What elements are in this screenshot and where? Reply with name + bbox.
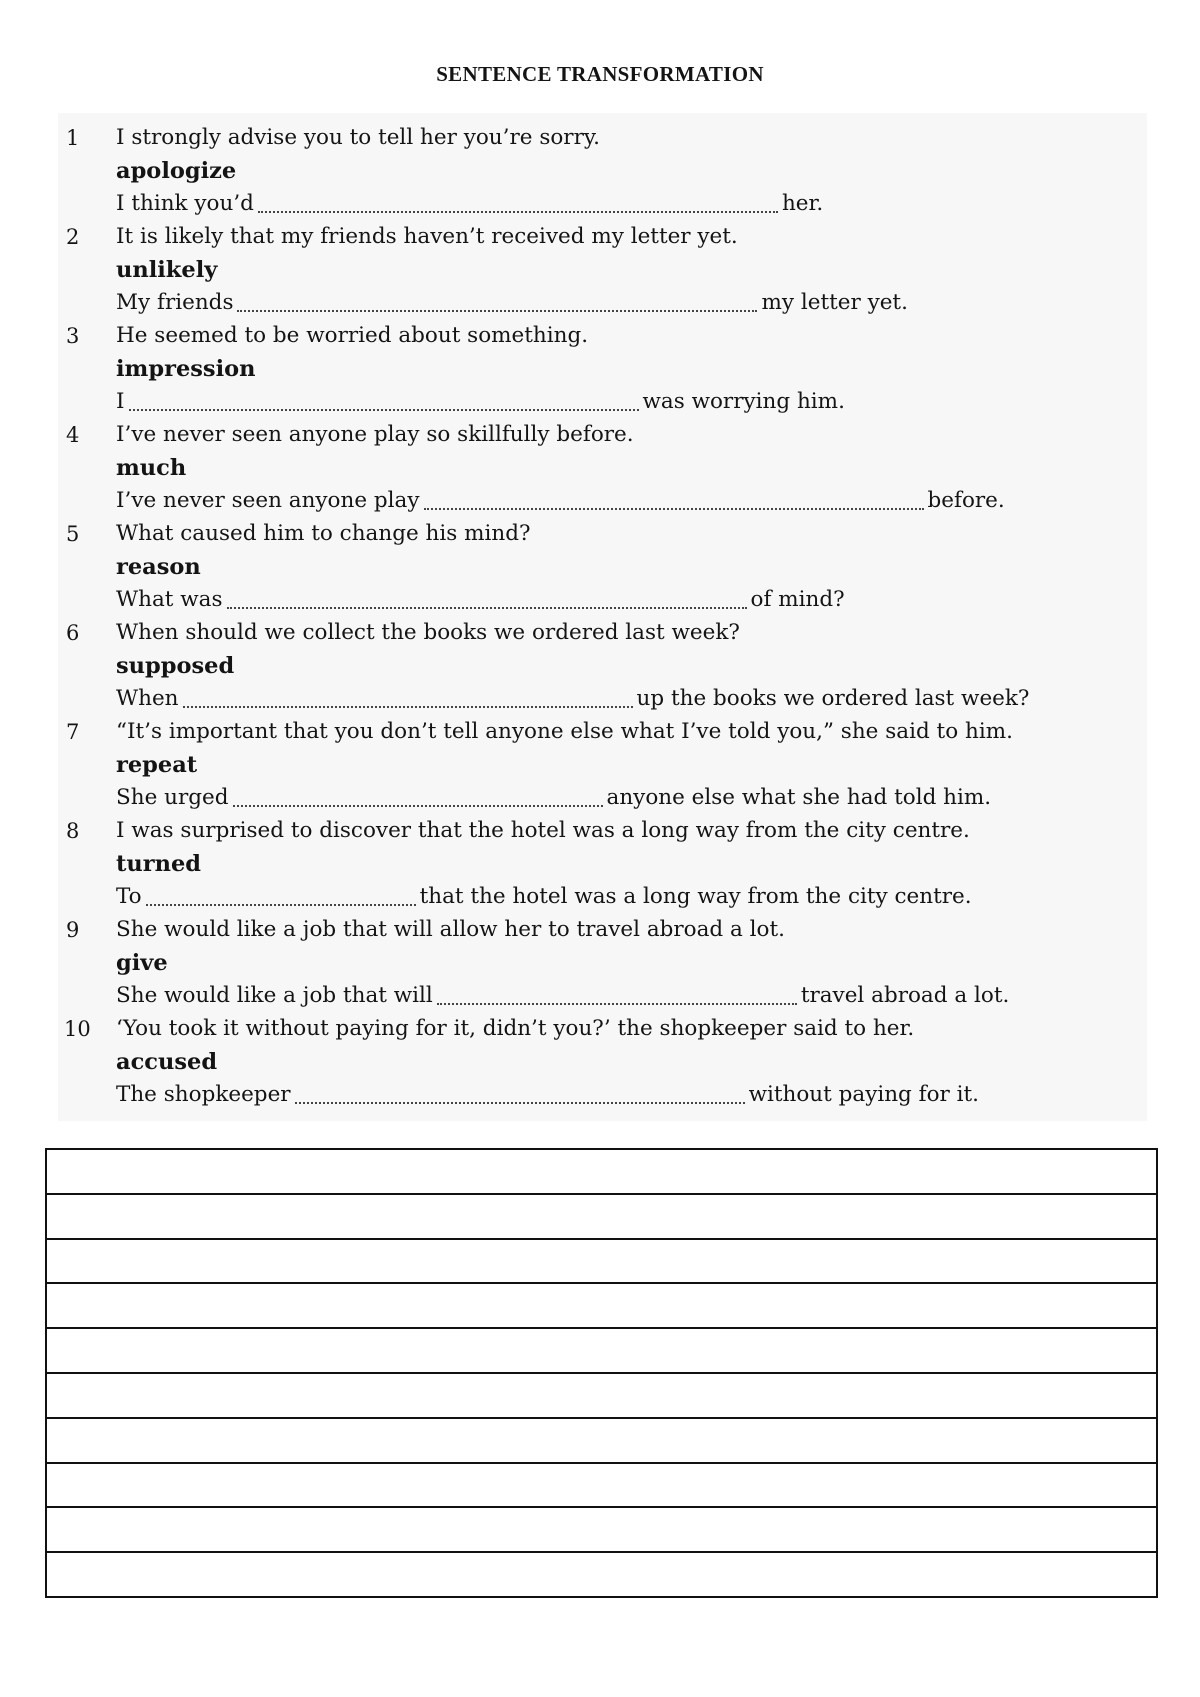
original-sentence: What caused him to change his mind? — [116, 521, 531, 546]
sentence-end: of mind? — [750, 587, 845, 612]
original-sentence: It is likely that my friends haven’t received my letter yet. — [116, 224, 738, 249]
answer-gap[interactable] — [146, 882, 416, 906]
answer-line[interactable] — [47, 1508, 1156, 1553]
answer-gap[interactable] — [129, 387, 639, 411]
sentence-start: She would like a job that will — [116, 983, 433, 1008]
answer-line[interactable] — [47, 1240, 1156, 1285]
item-number: 3 — [66, 324, 80, 348]
answer-gap[interactable] — [295, 1080, 745, 1104]
item-number: 6 — [66, 621, 80, 645]
item-number: 10 — [64, 1017, 91, 1041]
original-sentence: I strongly advise you to tell her you’re sorry. — [116, 125, 600, 150]
sentence-start: My friends — [116, 290, 234, 315]
original-sentence: ‘You took it without paying for it, didn’t you?’ the shopkeeper said to her. — [116, 1016, 915, 1041]
page-title: SENTENCE TRANSFORMATION — [436, 62, 764, 86]
key-word: unlikely — [116, 257, 218, 283]
item-number: 1 — [66, 126, 80, 150]
key-word: supposed — [116, 653, 235, 679]
sentence-start: What was — [116, 587, 223, 612]
sentence-end: her. — [781, 191, 824, 216]
item-number: 9 — [66, 918, 80, 942]
answer-lines-table — [45, 1148, 1158, 1598]
item-number: 5 — [66, 522, 80, 546]
answer-gap[interactable] — [258, 189, 778, 213]
answer-line[interactable] — [47, 1195, 1156, 1240]
answer-line[interactable] — [47, 1329, 1156, 1374]
transformation-line — [116, 981, 1009, 1011]
transformation-line — [116, 1080, 979, 1110]
item-number: 7 — [66, 720, 80, 744]
original-sentence: I’ve never seen anyone play so skillfully before. — [116, 422, 634, 447]
sentence-end: that the hotel was a long way from the city centre. — [419, 884, 972, 909]
transformation-line — [116, 189, 823, 219]
sentence-start: When — [116, 686, 179, 711]
key-word: accused — [116, 1049, 218, 1075]
key-word: repeat — [116, 752, 198, 778]
answer-gap[interactable] — [183, 684, 633, 708]
answer-line[interactable] — [47, 1464, 1156, 1509]
exercise-list — [58, 113, 1147, 1121]
transformation-line — [116, 387, 845, 417]
sentence-start: I think you’d — [116, 191, 254, 216]
transformation-line — [116, 486, 1005, 516]
sentence-end: up the books we ordered last week? — [636, 686, 1030, 711]
sentence-start: I — [116, 389, 125, 414]
original-sentence: She would like a job that will allow her to travel abroad a lot. — [116, 917, 785, 942]
original-sentence: He seemed to be worried about something. — [116, 323, 589, 348]
answer-line[interactable] — [47, 1284, 1156, 1329]
key-word: apologize — [116, 158, 237, 184]
original-sentence: When should we collect the books we ordered last week? — [116, 620, 740, 645]
answer-gap[interactable] — [424, 486, 924, 510]
original-sentence: “It’s important that you don’t tell anyone else what I’ve told you,” she said to him. — [116, 719, 1013, 744]
item-number: 2 — [66, 225, 80, 249]
sentence-start: To — [116, 884, 142, 909]
item-number: 4 — [66, 423, 80, 447]
sentence-end: my letter yet. — [761, 290, 908, 315]
key-word: much — [116, 455, 187, 481]
answer-gap[interactable] — [227, 585, 747, 609]
sentence-end: travel abroad a lot. — [800, 983, 1010, 1008]
sentence-end: was worrying him. — [642, 389, 845, 414]
sentence-start: I’ve never seen anyone play — [116, 488, 420, 513]
transformation-line — [116, 882, 972, 912]
answer-gap[interactable] — [437, 981, 797, 1005]
transformation-line — [116, 684, 1029, 714]
item-number: 8 — [66, 819, 80, 843]
transformation-line — [116, 585, 845, 615]
sentence-end: without paying for it. — [748, 1082, 980, 1107]
answer-line[interactable] — [47, 1150, 1156, 1195]
answer-line[interactable] — [47, 1553, 1156, 1596]
sentence-end: anyone else what she had told him. — [606, 785, 992, 810]
sentence-start: The shopkeeper — [116, 1082, 291, 1107]
sentence-end: before. — [927, 488, 1005, 513]
answer-line[interactable] — [47, 1374, 1156, 1419]
key-word: give — [116, 950, 168, 976]
answer-line[interactable] — [47, 1419, 1156, 1464]
answer-gap[interactable] — [237, 288, 757, 312]
transformation-line — [116, 288, 908, 318]
transformation-line — [116, 783, 991, 813]
original-sentence: I was surprised to discover that the hotel was a long way from the city centre. — [116, 818, 970, 843]
key-word: impression — [116, 356, 256, 382]
key-word: reason — [116, 554, 201, 580]
key-word: turned — [116, 851, 202, 877]
sentence-start: She urged — [116, 785, 229, 810]
answer-gap[interactable] — [233, 783, 603, 807]
